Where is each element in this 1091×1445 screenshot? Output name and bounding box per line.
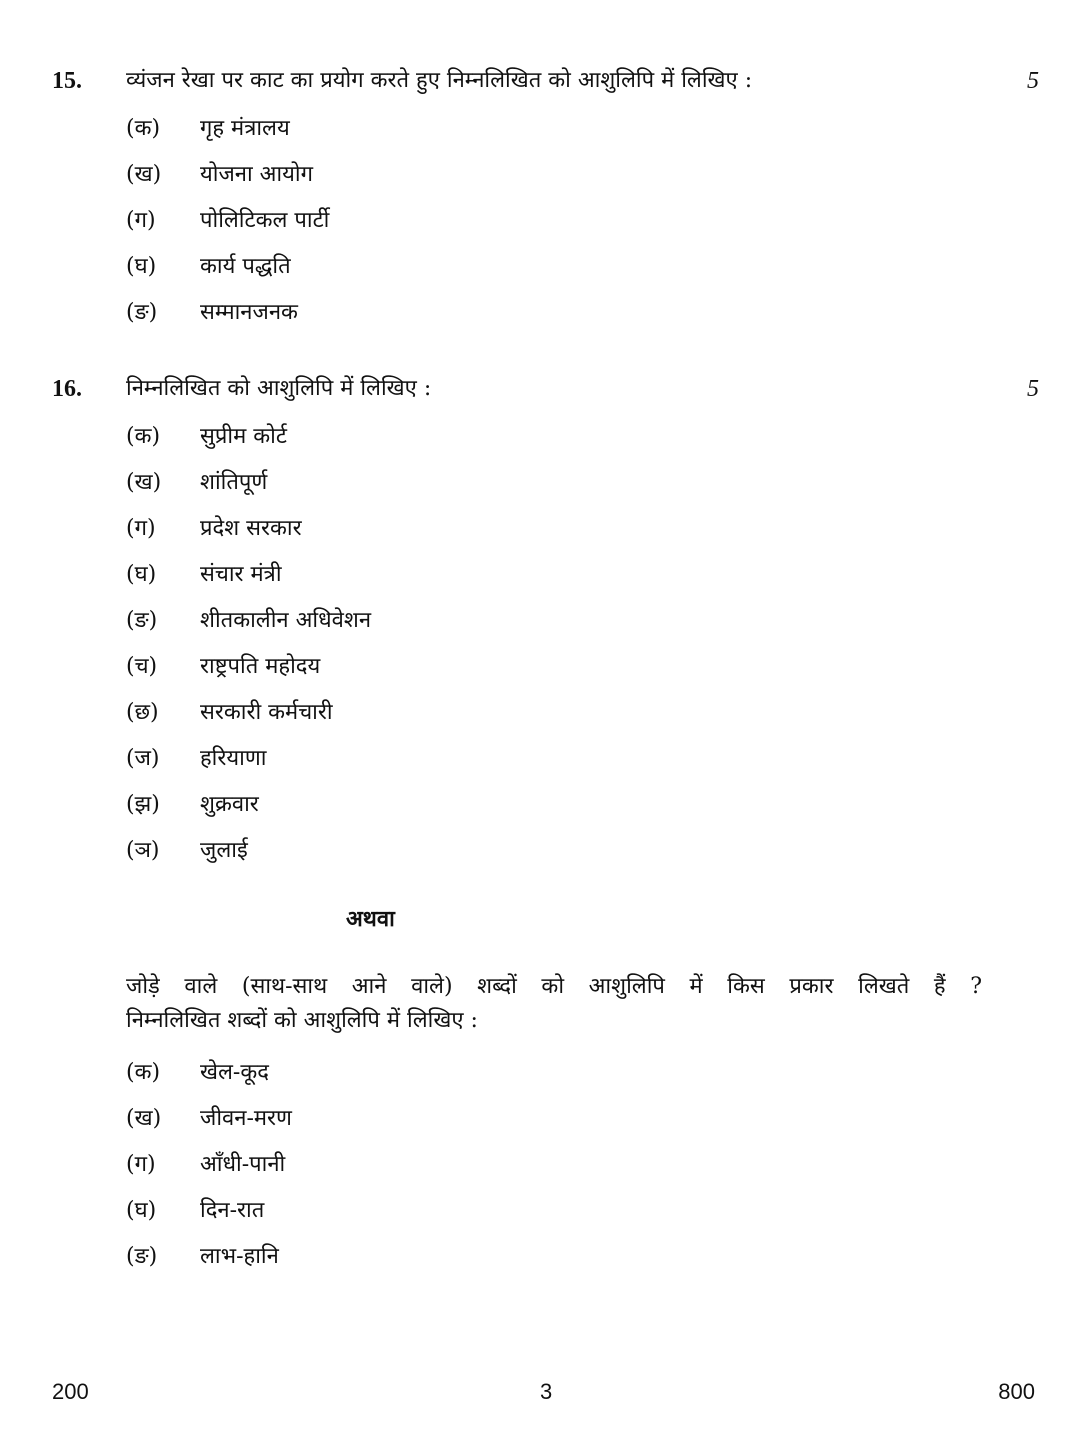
footer-paper-code: 200 — [52, 1379, 89, 1404]
or-question-text — [126, 970, 982, 1038]
option-label: (ख) — [126, 470, 162, 495]
option-label: (घ) — [126, 1198, 157, 1223]
option-text: दिन-रात — [200, 1198, 265, 1223]
option-label: (छ) — [126, 700, 159, 725]
option-text: शांतिपूर्ण — [200, 470, 268, 495]
option-label: (ङ) — [126, 300, 158, 325]
q15-number: 15. — [52, 68, 82, 94]
footer-copies: 800 — [998, 1379, 1035, 1404]
option-label: (ज) — [126, 746, 160, 771]
option-label: (ञ) — [126, 838, 160, 863]
option-text: योजना आयोग — [200, 162, 314, 187]
option-text: सम्मानजनक — [200, 300, 298, 325]
q15-text: व्यंजन रेखा पर काट का प्रयोग करते हुए निम्नलिखित को आशुलिपि में लिखिए : — [126, 68, 753, 93]
or-question-line-2: निम्नलिखित शब्दों को आशुलिपि में लिखिए : — [126, 1008, 478, 1033]
footer-page-number: 3 — [540, 1379, 553, 1404]
option-label: (घ) — [126, 562, 157, 587]
option-text: खेल-कूद — [200, 1060, 269, 1085]
option-text: राष्ट्रपति महोदय — [200, 654, 321, 679]
option-label: (झ) — [126, 792, 160, 817]
option-text: सुप्रीम कोर्ट — [200, 424, 287, 449]
option-label: (क) — [126, 1060, 161, 1085]
option-text: जुलाई — [200, 838, 248, 863]
q16-marks: 5 — [1027, 376, 1039, 402]
option-text: शीतकालीन अधिवेशन — [200, 608, 372, 633]
option-label: (च) — [126, 654, 158, 679]
option-label: (क) — [126, 116, 161, 141]
option-label: (ङ) — [126, 608, 158, 633]
option-text: शुक्रवार — [200, 792, 259, 817]
option-text: हरियाणा — [200, 746, 267, 771]
option-text: सरकारी कर्मचारी — [200, 700, 333, 725]
or-question-line-1: जोड़े वाले (साथ-साथ आने वाले) शब्दों को आशुलिपि में किस प्रकार लिखते हैं ? — [126, 974, 982, 999]
option-text: लाभ-हानि — [200, 1244, 279, 1269]
option-label: (ङ) — [126, 1244, 158, 1269]
option-text: आँधी-पानी — [200, 1152, 286, 1177]
or-heading: अथवा — [346, 906, 395, 932]
option-text: कार्य पद्धति — [200, 254, 291, 279]
option-label: (ख) — [126, 162, 162, 187]
q16-number: 16. — [52, 376, 82, 402]
q16-text: निम्नलिखित को आशुलिपि में लिखिए : — [126, 376, 432, 401]
option-text: गृह मंत्रालय — [200, 116, 290, 141]
option-text: प्रदेश सरकार — [200, 516, 302, 541]
option-label: (ग) — [126, 1152, 156, 1177]
q15-marks: 5 — [1027, 68, 1039, 94]
option-label: (क) — [126, 424, 161, 449]
option-label: (ख) — [126, 1106, 162, 1131]
option-text: जीवन-मरण — [200, 1106, 292, 1131]
option-text: संचार मंत्री — [200, 562, 282, 587]
option-text: पोलिटिकल पार्टी — [200, 208, 330, 233]
option-label: (ग) — [126, 208, 156, 233]
option-label: (घ) — [126, 254, 157, 279]
option-label: (ग) — [126, 516, 156, 541]
